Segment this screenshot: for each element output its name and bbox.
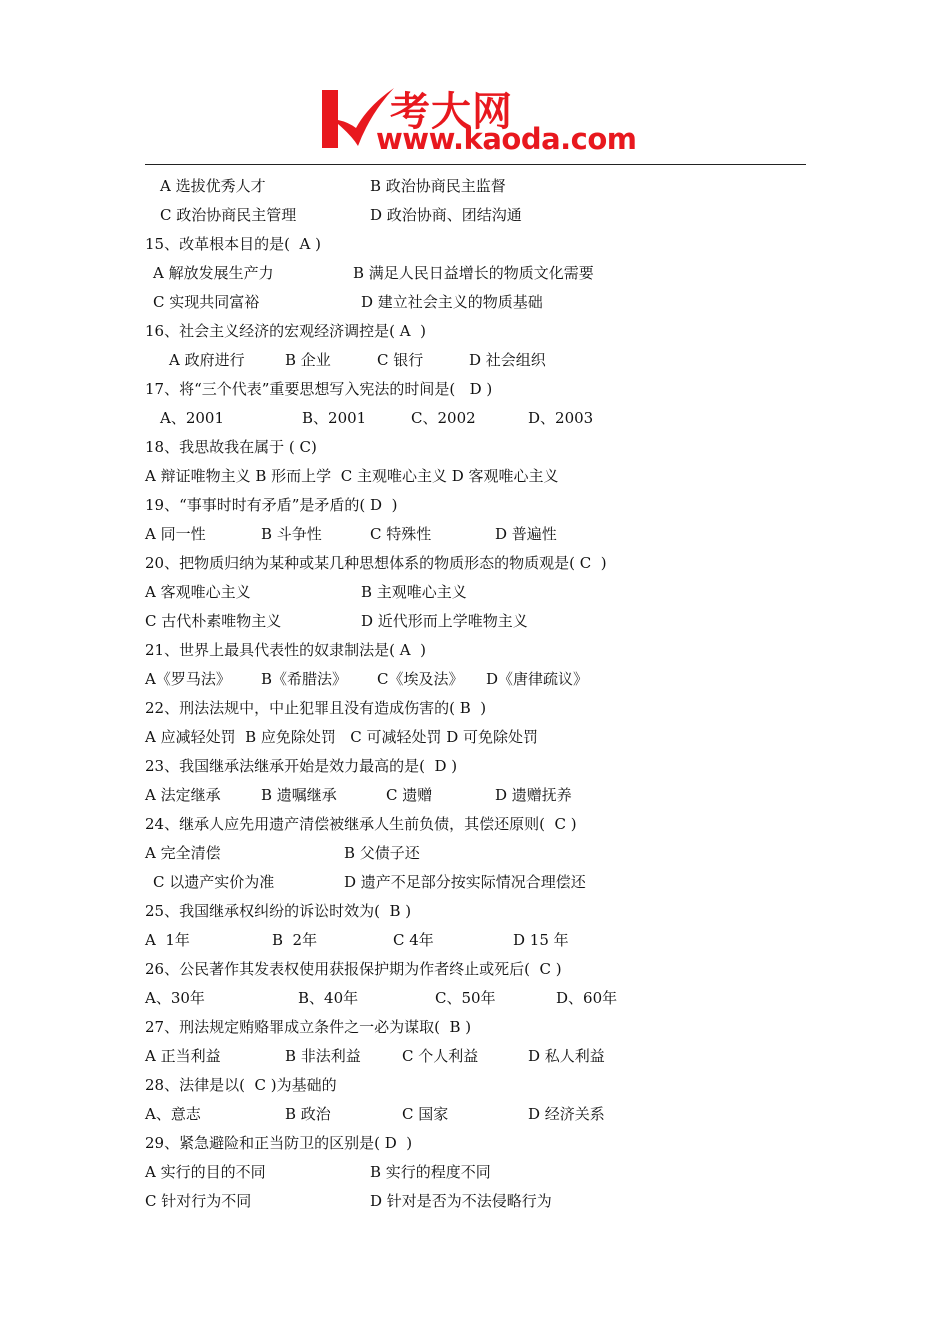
text-segment: B 斗争性 xyxy=(261,525,322,543)
text-line xyxy=(145,810,806,839)
text-segment: C 个人利益 xyxy=(402,1047,479,1065)
text-segment: B《希腊法》 xyxy=(261,670,348,688)
text-segment: A《罗马法》 xyxy=(145,670,231,688)
text-segment: D 政治协商、团结沟通 xyxy=(370,206,522,224)
text-line xyxy=(145,1071,806,1100)
text-segment: B 实行的程度不同 xyxy=(370,1163,491,1181)
text-segment: C 针对行为不同 xyxy=(145,1192,252,1210)
text-segment: C 古代朴素唯物主义 xyxy=(145,612,282,630)
text-segment: 25、我国继承权纠纷的诉讼时效为( B ) xyxy=(145,902,412,920)
text-segment: B 非法利益 xyxy=(285,1047,361,1065)
text-segment: D 针对是否为不法侵略行为 xyxy=(370,1192,552,1210)
text-line xyxy=(145,868,806,897)
text-line xyxy=(145,491,806,520)
text-segment: A 政府进行 xyxy=(169,351,245,369)
text-line xyxy=(145,201,806,230)
text-segment: C 特殊性 xyxy=(370,525,432,543)
header-rule xyxy=(145,164,806,165)
text-line xyxy=(145,520,806,549)
text-segment: 29、紧急避险和正当防卫的区别是( D ) xyxy=(145,1134,413,1152)
text-segment: 21、世界上最具代表性的奴隶制法是( A ) xyxy=(145,641,426,659)
text-segment: C、2002 xyxy=(411,409,476,427)
text-segment: A 正当利益 xyxy=(145,1047,221,1065)
logo-url-text: www.kaoda.com xyxy=(376,122,637,156)
text-segment: D 经济关系 xyxy=(528,1105,605,1123)
text-segment: 23、我国继承法继承开始是效力最高的是( D ) xyxy=(145,757,458,775)
text-line xyxy=(145,607,806,636)
text-segment: C 银行 xyxy=(377,351,424,369)
text-segment: D、60年 xyxy=(556,989,618,1007)
text-segment: B、2001 xyxy=(302,409,367,427)
text-segment: A、2001 xyxy=(160,409,225,427)
text-segment: C 国家 xyxy=(402,1105,449,1123)
text-segment: B 主观唯心主义 xyxy=(361,583,467,601)
text-segment: 22、刑法法规中，中止犯罪且没有造成伤害的( B ) xyxy=(145,699,487,717)
text-line xyxy=(145,839,806,868)
text-segment: D 社会组织 xyxy=(469,351,546,369)
text-segment: D 近代形而上学唯物主义 xyxy=(361,612,528,630)
text-line xyxy=(145,926,806,955)
text-line xyxy=(145,752,806,781)
text-line xyxy=(145,723,806,752)
text-segment: D 私人利益 xyxy=(528,1047,605,1065)
text-segment: D 建立社会主义的物质基础 xyxy=(361,293,543,311)
text-segment: 20、把物质归纳为某种或某几种思想体系的物质形态的物质观是( C ) xyxy=(145,554,607,572)
text-segment: A 同一性 xyxy=(145,525,206,543)
text-line xyxy=(145,1187,806,1216)
text-line xyxy=(145,897,806,926)
text-segment: A 解放发展生产力 xyxy=(153,264,274,282)
text-segment: C 实现共同富裕 xyxy=(153,293,260,311)
text-segment: A 选拔优秀人才 xyxy=(160,177,266,195)
text-line xyxy=(145,375,806,404)
text-segment: 27、刑法规定贿赂罪成立条件之一必为谋取( B ) xyxy=(145,1018,472,1036)
text-segment: A 完全清偿 xyxy=(145,844,221,862)
text-line xyxy=(145,404,806,433)
question-list xyxy=(145,172,806,1216)
text-segment: B 满足人民日益增长的物质文化需要 xyxy=(353,264,594,282)
text-segment: 16、社会主义经济的宏观经济调控是( A ) xyxy=(145,322,426,340)
text-segment: C《埃及法》 xyxy=(377,670,464,688)
text-line xyxy=(145,694,806,723)
text-line xyxy=(145,462,806,491)
text-segment: A 客观唯心主义 xyxy=(145,583,251,601)
text-segment: D 普遍性 xyxy=(495,525,557,543)
text-line xyxy=(145,665,806,694)
text-segment: A、30年 xyxy=(145,989,205,1007)
text-segment: A 法定继承 xyxy=(145,786,221,804)
text-segment: C、50年 xyxy=(435,989,496,1007)
text-segment: D 15 年 xyxy=(513,931,569,949)
text-segment: B、40年 xyxy=(298,989,359,1007)
text-segment: D《唐律疏议》 xyxy=(486,670,589,688)
text-line xyxy=(145,1042,806,1071)
text-line xyxy=(145,578,806,607)
text-line xyxy=(145,259,806,288)
text-segment: C 以遗产实价为准 xyxy=(153,873,275,891)
text-line xyxy=(145,288,806,317)
text-line xyxy=(145,172,806,201)
text-line xyxy=(145,1013,806,1042)
text-segment: B 遗嘱继承 xyxy=(261,786,337,804)
text-segment: D 遗产不足部分按实际情况合理偿还 xyxy=(344,873,586,891)
text-segment: B 企业 xyxy=(285,351,331,369)
text-segment: 28、法律是以( C )为基础的 xyxy=(145,1076,337,1094)
text-line xyxy=(145,636,806,665)
text-line xyxy=(145,433,806,462)
text-segment: 15、改革根本目的是( A ) xyxy=(145,235,321,253)
text-segment: C 4年 xyxy=(393,931,434,949)
text-line xyxy=(145,317,806,346)
text-line xyxy=(145,346,806,375)
kaoda-logo xyxy=(318,84,648,162)
text-line xyxy=(145,955,806,984)
text-line xyxy=(145,1129,806,1158)
text-segment: 19、“事事时时有矛盾”是矛盾的( D ) xyxy=(145,496,398,514)
text-line xyxy=(145,1100,806,1129)
text-line xyxy=(145,984,806,1013)
text-segment: B 政治协商民主监督 xyxy=(370,177,506,195)
text-segment: C 遗赠 xyxy=(386,786,433,804)
text-segment: D、2003 xyxy=(528,409,594,427)
text-line xyxy=(145,549,806,578)
text-segment: C 政治协商民主管理 xyxy=(160,206,297,224)
text-segment: B 父债子还 xyxy=(344,844,420,862)
text-line xyxy=(145,1158,806,1187)
text-segment: D 遗赠抚养 xyxy=(495,786,572,804)
text-segment: A 辩证唯物主义 B 形而上学 C 主观唯心主义 D 客观唯心主义 xyxy=(145,467,559,485)
logo-chinese-text: 考大网 xyxy=(390,89,513,135)
text-segment: B 2年 xyxy=(272,931,318,949)
text-segment: A 实行的目的不同 xyxy=(145,1163,266,1181)
text-line xyxy=(145,781,806,810)
text-segment: 18、我思故我在属于 ( C) xyxy=(145,438,317,456)
text-line xyxy=(145,230,806,259)
text-segment: 24、继承人应先用遗产清偿被继承人生前负债，其偿还原则( C ) xyxy=(145,815,577,833)
text-segment: A、意志 xyxy=(145,1105,201,1123)
text-segment: 17、将“三个代表”重要思想写入宪法的时间是( D ) xyxy=(145,380,493,398)
text-segment: A 1年 xyxy=(145,931,190,949)
text-segment: B 政治 xyxy=(285,1105,331,1123)
text-segment: A 应减轻处罚 B 应免除处罚 C 可减轻处罚 D 可免除处罚 xyxy=(145,728,539,746)
text-segment: 26、公民著作其发表权使用获报保护期为作者终止或死后( C ) xyxy=(145,960,562,978)
